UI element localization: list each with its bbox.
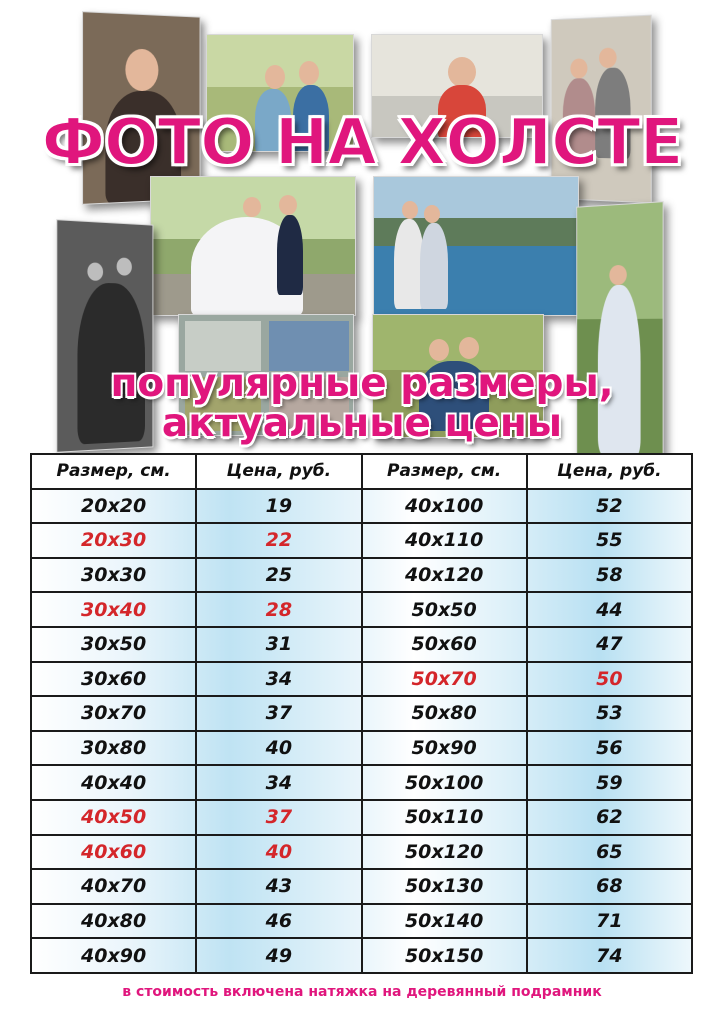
- size-cell: 40x50: [31, 800, 196, 835]
- price-cell: 47: [527, 627, 692, 662]
- price-cell: 40: [196, 731, 361, 766]
- header-price-2: Цена, руб.: [527, 454, 692, 489]
- size-cell: 50x140: [362, 904, 527, 939]
- size-cell: 30x60: [31, 662, 196, 697]
- size-cell: 50x70: [362, 662, 527, 697]
- price-cell: 71: [527, 904, 692, 939]
- price-cell: 56: [527, 731, 692, 766]
- size-cell: 30x40: [31, 592, 196, 627]
- price-cell: 40: [196, 835, 361, 870]
- price-cell: 50: [527, 662, 692, 697]
- subtitle-line-2: актуальные цены: [161, 401, 563, 446]
- size-cell: 50x150: [362, 938, 527, 973]
- size-cell: 40x70: [31, 869, 196, 904]
- size-cell: 30x80: [31, 731, 196, 766]
- size-cell: 50x120: [362, 835, 527, 870]
- size-cell: 30x70: [31, 696, 196, 731]
- size-cell: 40x80: [31, 904, 196, 939]
- size-cell: 40x90: [31, 938, 196, 973]
- size-cell: 50x50: [362, 592, 527, 627]
- header-size-1: Размер, см.: [31, 454, 196, 489]
- price-cell: 59: [527, 765, 692, 800]
- size-cell: 50x110: [362, 800, 527, 835]
- size-cell: 30x50: [31, 627, 196, 662]
- table-row: [31, 558, 692, 593]
- price-cell: 34: [196, 765, 361, 800]
- size-cell: 50x100: [362, 765, 527, 800]
- price-cell: 55: [527, 523, 692, 558]
- price-cell: 37: [196, 800, 361, 835]
- price-cell: 74: [527, 938, 692, 973]
- header-price-1: Цена, руб.: [196, 454, 361, 489]
- price-cell: 53: [527, 696, 692, 731]
- price-cell: 37: [196, 696, 361, 731]
- size-cell: 40x60: [31, 835, 196, 870]
- photo-seaside-couple: [373, 176, 579, 316]
- price-cell: 65: [527, 835, 692, 870]
- size-cell: 30x30: [31, 558, 196, 593]
- table-row: [31, 489, 692, 524]
- table-row: [31, 627, 692, 662]
- header-size-2: Размер, см.: [362, 454, 527, 489]
- price-table: [30, 453, 693, 974]
- price-cell: 31: [196, 627, 361, 662]
- table-row: [31, 662, 692, 697]
- size-cell: 20x30: [31, 523, 196, 558]
- table-row: [31, 869, 692, 904]
- size-cell: 40x40: [31, 765, 196, 800]
- price-cell: 62: [527, 800, 692, 835]
- price-cell: 25: [196, 558, 361, 593]
- price-cell: 19: [196, 489, 361, 524]
- table-row: [31, 523, 692, 558]
- price-cell: 43: [196, 869, 361, 904]
- page-title: ФОТО НА ХОЛСТЕ: [41, 106, 683, 180]
- size-cell: 50x130: [362, 869, 527, 904]
- price-cell: 58: [527, 558, 692, 593]
- table-row: [31, 800, 692, 835]
- table-row: [31, 835, 692, 870]
- size-cell: 40x120: [362, 558, 527, 593]
- price-cell: 34: [196, 662, 361, 697]
- price-cell: 46: [196, 904, 361, 939]
- table-row: [31, 938, 692, 973]
- price-cell: 68: [527, 869, 692, 904]
- table-row: [31, 592, 692, 627]
- size-cell: 20x20: [31, 489, 196, 524]
- size-cell: 50x80: [362, 696, 527, 731]
- price-cell: 49: [196, 938, 361, 973]
- size-cell: 40x110: [362, 523, 527, 558]
- price-cell: 22: [196, 523, 361, 558]
- table-row: [31, 904, 692, 939]
- size-cell: 50x60: [362, 627, 527, 662]
- price-cell: 52: [527, 489, 692, 524]
- table-row: [31, 765, 692, 800]
- size-cell: 40x100: [362, 489, 527, 524]
- price-cell: 44: [527, 592, 692, 627]
- footer-note: в стоимость включена натяжка на деревянный подрамник: [122, 984, 602, 1000]
- table-header-row: [31, 454, 692, 489]
- table-row: [31, 696, 692, 731]
- table-row: [31, 731, 692, 766]
- photo-wedding: [150, 176, 356, 316]
- size-cell: 50x90: [362, 731, 527, 766]
- price-cell: 28: [196, 592, 361, 627]
- subtitle-line-1: популярные размеры,: [110, 361, 614, 406]
